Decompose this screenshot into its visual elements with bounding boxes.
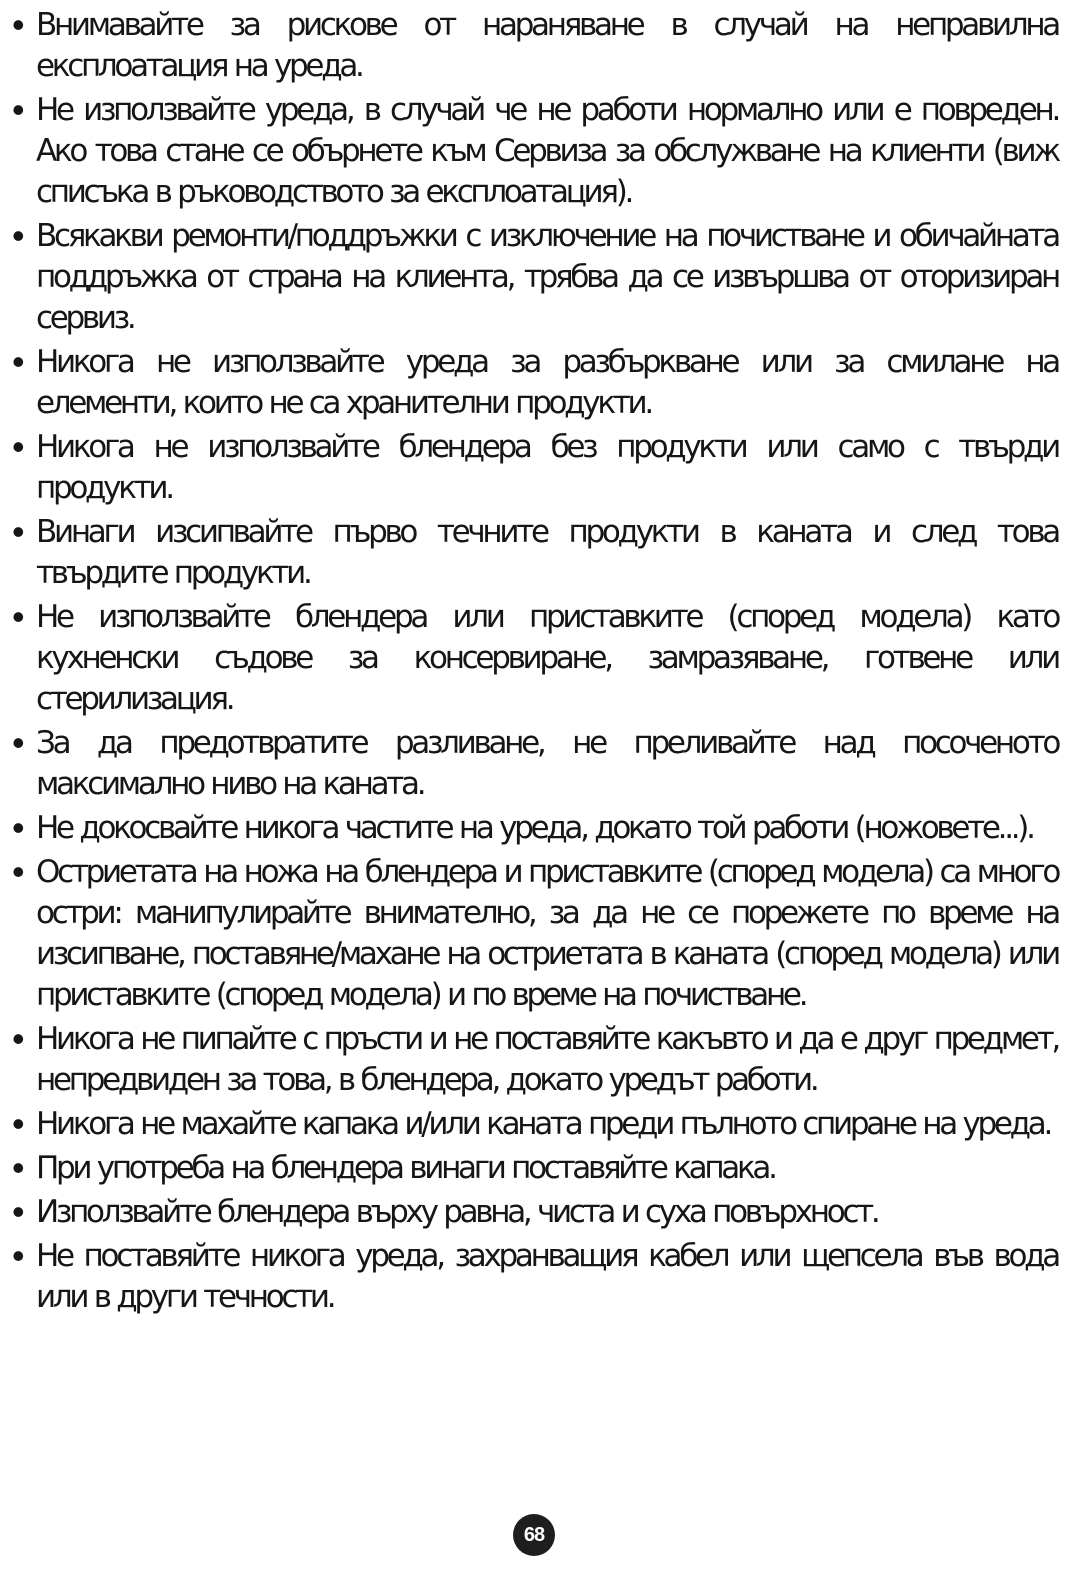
list-item bbox=[8, 852, 1058, 1016]
list-item-text: Никога не махайте капака и/или каната преди пълното спиране на уреда. bbox=[36, 1106, 1051, 1142]
list-item-text: Никога не пипайте с пръсти и не поставяйте какъвто и да е друг предмет, непредвиден за това, в блендера, докато уредът работи. bbox=[36, 1021, 1058, 1098]
list-item bbox=[8, 808, 1058, 849]
list-item-text: Всякакви ремонти/поддръжки с изключение на почистване и обичайната поддръжка от страна на клиента, трябва да се извършва от оторизиран сервиз. bbox=[36, 218, 1058, 336]
bullet-icon: • bbox=[12, 1018, 25, 1059]
list-item-text: Не докосвайте никога частите на уреда, докато той работи (ножовете...). bbox=[36, 810, 1033, 846]
bullet-icon: • bbox=[12, 89, 25, 130]
list-item-text: Внимавайте за рискове от нараняване в случай на неправилна експлоатация на уреда. bbox=[36, 7, 1058, 84]
bullet-icon: • bbox=[12, 807, 25, 848]
list-item-text: Никога не използвайте блендера без продукти или само с твърди продукти. bbox=[36, 429, 1058, 506]
bullet-icon: • bbox=[12, 1103, 25, 1144]
safety-instructions-list bbox=[8, 5, 1058, 1321]
list-item-text: Винаги изсипвайте първо течните продукти в каната и след това твърдите продукти. bbox=[36, 514, 1058, 591]
list-item bbox=[8, 90, 1058, 213]
bullet-icon: • bbox=[12, 341, 25, 382]
list-item bbox=[8, 512, 1058, 594]
list-item bbox=[8, 1236, 1058, 1318]
bullet-icon: • bbox=[12, 722, 25, 763]
list-item bbox=[8, 1192, 1058, 1233]
list-item bbox=[8, 427, 1058, 509]
bullet-icon: • bbox=[12, 4, 25, 45]
list-item-text: При употреба на блендера винаги поставяйте капака. bbox=[36, 1150, 775, 1186]
list-item bbox=[8, 1104, 1058, 1145]
list-item-text: Не поставяйте никога уреда, захранващия кабел или щепсела във вода или в други течности. bbox=[36, 1238, 1058, 1315]
list-item-text: За да предотвратите разливане, не преливайте над посоченото максимално ниво на каната. bbox=[36, 725, 1058, 802]
list-item-text: Остриетата на ножа на блендера и приставките (според модела) са много остри: манипулирайте внимателно, за да не се порежете по време на изсипване, поставяне/махане на остриетата в каната (според модела) или приставките (според модела) и по време на почистване. bbox=[36, 854, 1058, 1013]
bullet-icon: • bbox=[12, 511, 25, 552]
list-item-text: Никога не използвайте уреда за разбъркване или за смилане на елементи, които не са хранителни продукти. bbox=[36, 344, 1058, 421]
bullet-icon: • bbox=[12, 596, 25, 637]
bullet-icon: • bbox=[12, 215, 25, 256]
list-item bbox=[8, 1148, 1058, 1189]
list-item bbox=[8, 723, 1058, 805]
list-item-text: Не използвайте уреда, в случай че не работи нормално или е повреден. Ако това стане се обърнете към Сервиза за обслужване на клиенти (виж списъка в ръководството за експлоатация). bbox=[36, 92, 1058, 210]
list-item bbox=[8, 597, 1058, 720]
bullet-icon: • bbox=[12, 1191, 25, 1232]
list-item-text: Не използвайте блендера или приставките (според модела) като кухненски съдове за консервиране, замразяване, готвене или стерилизация. bbox=[36, 599, 1058, 717]
bullet-icon: • bbox=[12, 426, 25, 467]
list-item bbox=[8, 342, 1058, 424]
list-item-text: Използвайте блендера върху равна, чиста и суха повърхност. bbox=[36, 1194, 878, 1230]
bullet-icon: • bbox=[12, 851, 25, 892]
list-item bbox=[8, 5, 1058, 87]
bullet-icon: • bbox=[12, 1147, 25, 1188]
list-item bbox=[8, 1019, 1058, 1101]
bullet-icon: • bbox=[12, 1235, 25, 1276]
page-number-badge: 68 bbox=[513, 1514, 555, 1556]
list-item bbox=[8, 216, 1058, 339]
